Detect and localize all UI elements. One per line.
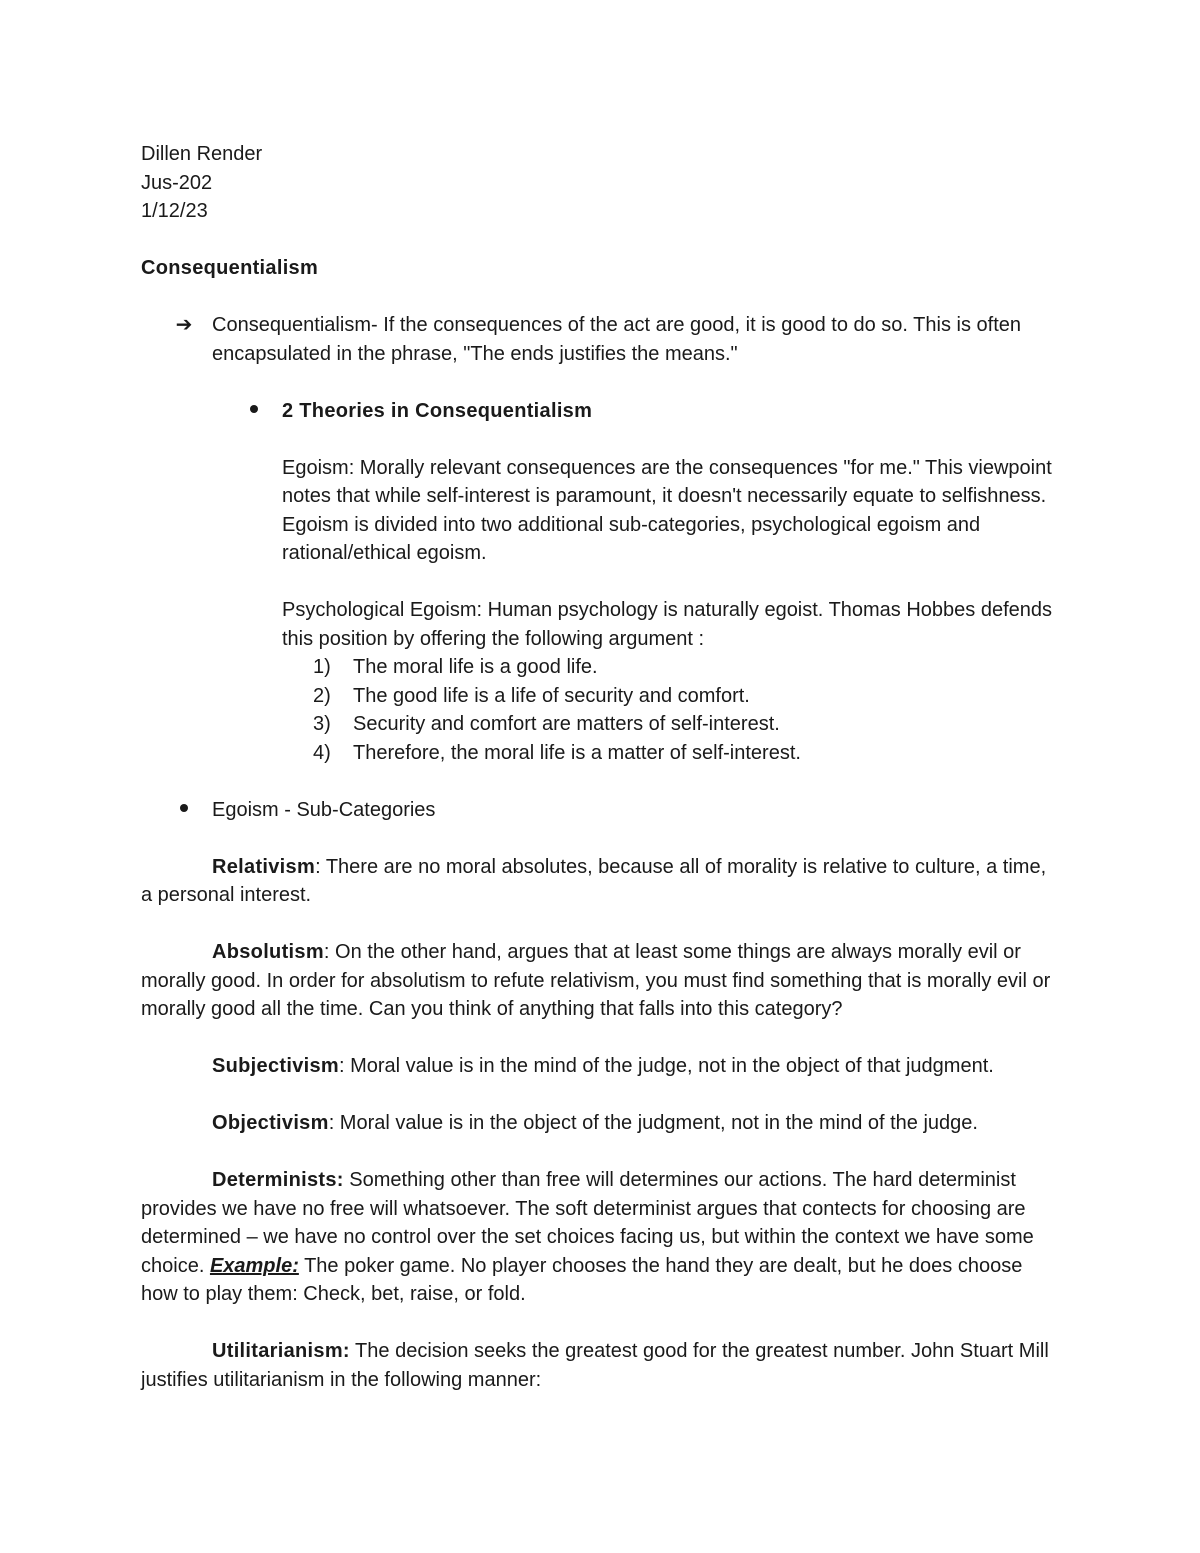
- argument-number: 3): [313, 713, 331, 735]
- relativism-paragraph: [141, 853, 1061, 910]
- absolutism-text: : On the other hand, argues that at least some things are always morally evil or morally good. In order for absolutism to refute relativism, you must find something that is morally evil or morally good all the time. Can you think of anything that falls into this category?: [141, 941, 1051, 1020]
- theories-list-item: [141, 397, 1061, 426]
- argument-text: Security and comfort are matters of self-interest.: [353, 713, 780, 735]
- subcategories-heading: Egoism - Sub-Categories: [212, 798, 436, 821]
- determinists-text: Something other than free will determines our actions. The hard determinist provides we have no free will whatsoever. The soft determinist argues that contects for choosing are determined – we have no control over the set choices facing us, but within the context we have some choice.: [141, 1169, 1034, 1277]
- bullet-icon: [244, 397, 264, 426]
- bullet-icon: [174, 796, 194, 825]
- consequentialism-definition: Consequentialism- If the consequences of the act are good, it is good to do so. This is often encapsulated in the phrase, "The ends justifies the means.": [212, 314, 1022, 365]
- psychological-egoism-paragraph: Psychological Egoism: Human psychology is naturally egoist. Thomas Hobbes defends this position by offering the following argument :: [282, 599, 1053, 650]
- relativism-text: : There are no moral absolutes, because all of morality is relative to culture, a time, a personal interest.: [141, 855, 1047, 906]
- argument-item: [141, 710, 1061, 739]
- document-title: Consequentialism: [141, 257, 319, 279]
- absolutism-term: Absolutism: [212, 941, 324, 963]
- document-date: 1/12/23: [141, 200, 208, 222]
- objectivism-text: : Moral value is in the object of the judgment, not in the mind of the judge.: [328, 1112, 978, 1134]
- objectivism-term: Objectivism: [212, 1112, 329, 1134]
- relativism-term: Relativism: [212, 855, 316, 878]
- author-name: Dillen Render: [141, 143, 263, 165]
- argument-number: 2): [313, 684, 331, 707]
- theories-heading: 2 Theories in Consequentialism: [282, 399, 593, 422]
- egoism-paragraph: Egoism: Morally relevant consequences are the consequences "for me." This viewpoint notes that while self-interest is paramount, it doesn't necessarily equate to selfishness. Egoism is divided into two additional sub-categories, psychological egoism and rational/ethical egoism.: [282, 456, 1052, 564]
- determinists-example-text: The poker game. No player chooses the hand they are dealt, but he does choose how to play them: Check, bet, raise, or fold.: [141, 1254, 1023, 1305]
- subjectivism-text: : Moral value is in the mind of the judge, not in the object of that judgment.: [338, 1055, 994, 1077]
- argument-item: [141, 739, 1061, 768]
- arrow-icon: ➔: [175, 314, 193, 336]
- subjectivism-paragraph: [141, 1052, 1061, 1081]
- argument-text: Therefore, the moral life is a matter of self-interest.: [353, 741, 801, 764]
- argument-text: The moral life is a good life.: [353, 656, 598, 678]
- document-page: [141, 140, 1061, 1394]
- utilitarianism-term: Utilitarianism:: [212, 1340, 350, 1362]
- determinists-paragraph: [141, 1166, 1061, 1309]
- subjectivism-term: Subjectivism: [212, 1055, 339, 1077]
- determinists-term: Determinists:: [212, 1169, 344, 1191]
- utilitarianism-text: The decision seeks the greatest good for the greatest number. John Stuart Mill justifies utilitarianism in the following manner:: [141, 1340, 1049, 1391]
- argument-number: 4): [313, 741, 331, 764]
- course-code: Jus-202: [141, 171, 213, 194]
- argument-text: The good life is a life of security and comfort.: [353, 684, 750, 707]
- argument-item: [141, 682, 1061, 711]
- objectivism-paragraph: [141, 1109, 1061, 1138]
- arrow-list-item: [141, 311, 1061, 368]
- absolutism-paragraph: [141, 938, 1061, 1024]
- utilitarianism-paragraph: [141, 1337, 1061, 1394]
- subcategories-list-item: [141, 796, 1061, 825]
- argument-number: 1): [313, 656, 331, 678]
- example-label: Example:: [209, 1254, 299, 1277]
- argument-item: [141, 653, 1061, 682]
